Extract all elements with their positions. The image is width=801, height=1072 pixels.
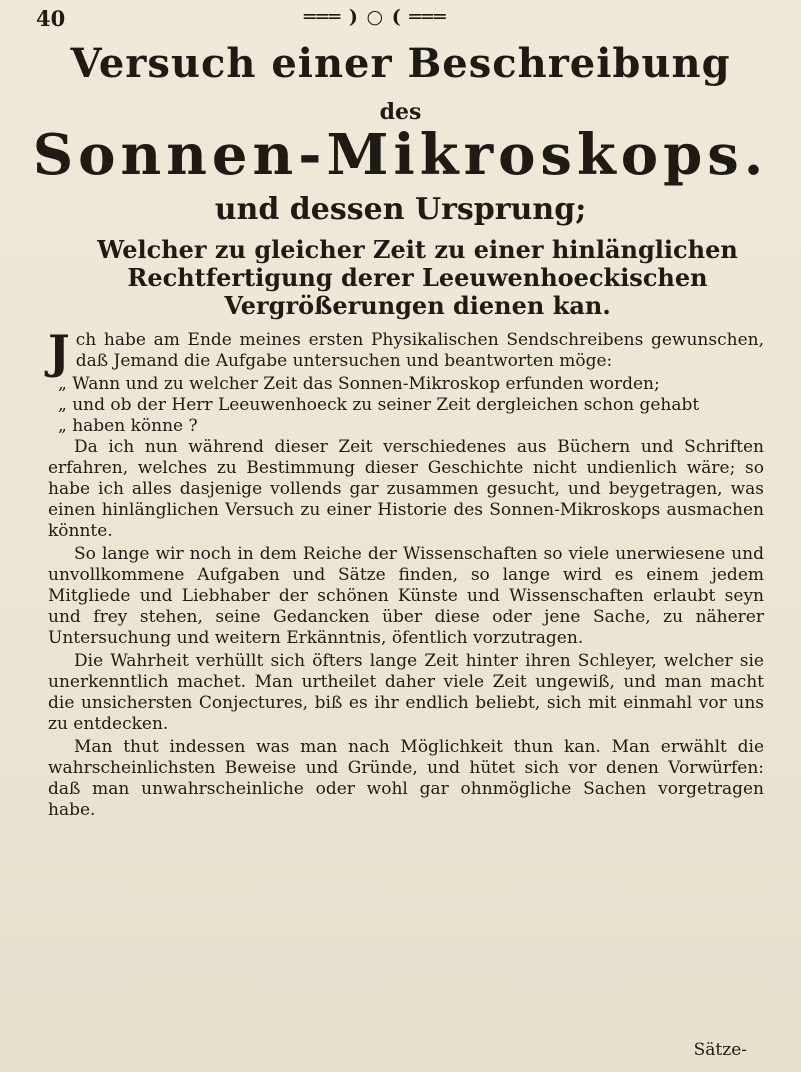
drop-cap: J: [48, 325, 70, 379]
title-line-1: Versuch einer Beschreibung: [70, 40, 731, 87]
paragraph-1-text: ch habe am Ende meines ersten Physikalischen Sendschreibens gewunschen, daß Jemand die Aufgabe untersuchen und beantworten möge:: [75, 330, 764, 371]
quote-line-2: „ und ob der Herr Leeuwenhoeck zu seiner Zeit dergleichen schon gehabt: [58, 395, 764, 416]
header-ornament: ═══ ) ○ ( ═══: [304, 6, 447, 28]
paragraph-2: Da ich nun während dieser Zeit verschiedenes aus Büchern und Schriften erfahren, welches zu Bestimmung dieser Geschichte nicht undienlich wäre; so habe ich alles dasjenige vollends gar zusammen gesucht, und beygetragen, was einen hinlänglichen Versuch zu einer Historie des Sonnen-Mikroskops ausmachen könnte.: [48, 437, 764, 541]
paragraph-3: So lange wir noch in dem Reiche der Wissenschaften so viele unerwiesene und unvollkommene Aufgaben und Sätze finden, so lange wird es einem jedem Mitgliede und Liebhaber der schönen Künste und Wissenschaften erlaubt seyn und frey stehen, seine Gedancken über diese oder jene Sache, zu näherer Untersuchung und weitern Erkänntnis, öfentlich vorzutragen.: [48, 544, 764, 648]
quoted-question: [58, 374, 764, 437]
page-number: 40: [36, 6, 66, 31]
title-line-4: und dessen Ursprung;: [214, 192, 587, 227]
paragraph-4: Die Wahrheit verhüllt sich öfters lange Zeit hinter ihren Schleyer, welcher sie unerkenntlich machet. Man urtheilet daher viele Zeit ungewiß, und man macht die unsichersten Conjectures, biß es ihr endlich beliebt, sich mit einmahl vor uns zu entdecken.: [48, 651, 764, 734]
title-subtitle: Welcher zu gleicher Zeit zu einer hinlänglichen Rechtfertigung derer Leeuwenhoeckischen Vergrößerungen dienen kan.: [97, 235, 738, 320]
title-line-2: des: [379, 99, 422, 125]
body-text: [48, 325, 764, 823]
quote-line-1: „ Wann und zu welcher Zeit das Sonnen-Mikroskop erfunden worden;: [58, 374, 764, 395]
paragraph-5: Man thut indessen was man nach Möglichkeit thun kan. Man erwählt die wahrscheinlichsten Beweise und Gründe, und hütet sich vor denen Vorwürfen: daß man unwahrscheinliche oder wohl gar ohnmögliche Sachen vorgetragen habe.: [48, 737, 764, 820]
catchword: Sätze-: [693, 1040, 747, 1060]
paragraph-1: [48, 325, 764, 379]
title-line-3: Sonnen-Mikroskops.: [32, 122, 769, 188]
quote-line-3: „ haben könne ?: [58, 416, 764, 437]
